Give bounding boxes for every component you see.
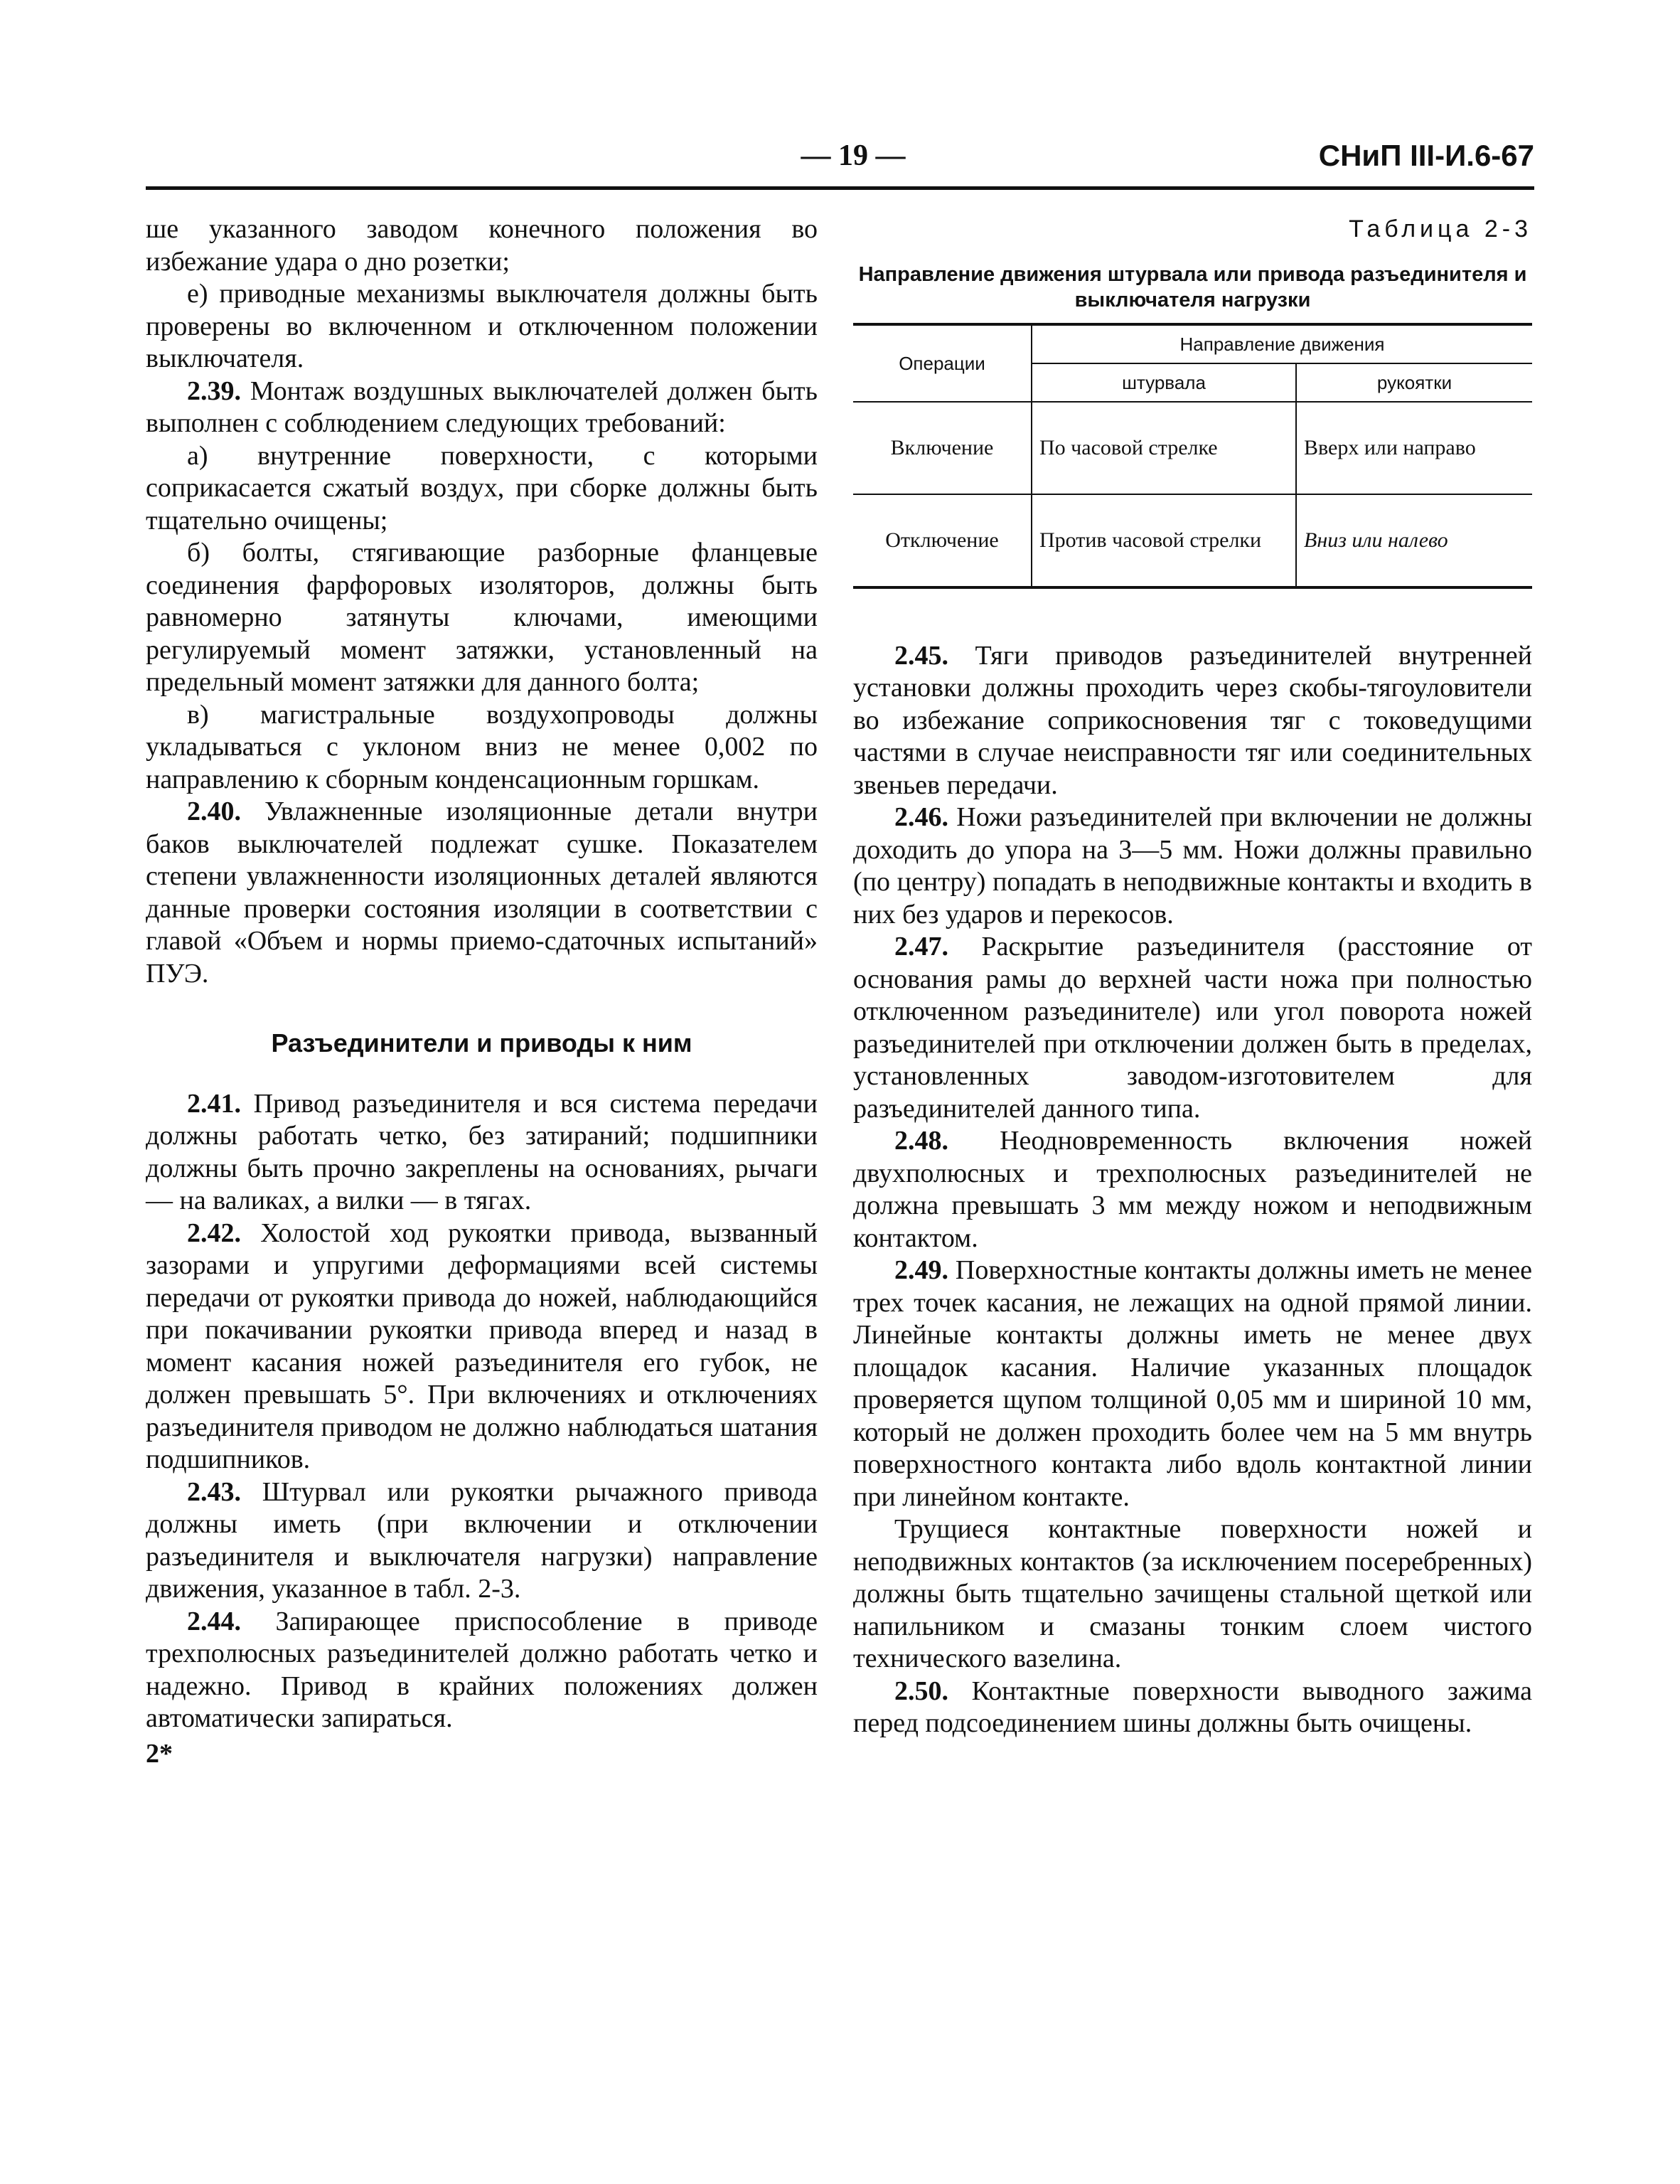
paragraph xyxy=(146,796,818,990)
paragraph: ше указанного заводом конечного положения во избежание удара о дно розетки; xyxy=(146,214,818,277)
paragraph: е) приводные механизмы выключателя должны быть проверены во включенном и отключенном положении выключателя. xyxy=(146,279,818,373)
table-caption: Направление движения штурвала или привода разъединителя и выключателя нагрузки xyxy=(858,262,1527,311)
table-cell-wheel: По часовой стрелке xyxy=(1032,402,1296,494)
column-header-direction: Направление движения xyxy=(1032,324,1532,363)
clause-text: Ножи разъединителей при включении не должны доходить до упора на 3—5 мм. Ножи должны правильно (по центру) попадать в неподвижные контакты и входить в них без ударов и перекосов. xyxy=(853,802,1532,929)
clause-number: 2.46. xyxy=(894,802,948,832)
clause-text: Неодновременность включения ножей двухполюсных и трехполюсных разъединителей не должна превышать 3 мм между ножом и неподвижным контактом. xyxy=(853,1126,1532,1253)
clause-number: 2.41. xyxy=(187,1088,241,1119)
signature-mark: 2* xyxy=(146,1738,173,1769)
paragraph xyxy=(146,1476,818,1606)
clause-text: Увлажненные изоляционные детали внутри баков выключателей подлежат сушке. Показателем степени увлажненности изоляционных деталей являются данные проверки состояния изоляции в соответствии с главой «Объем и нормы приемо-сдаточных испытаний» ПУЭ. xyxy=(146,797,818,989)
paragraph xyxy=(853,1676,1532,1740)
paragraph xyxy=(853,1255,1532,1513)
column-header-operations: Операции xyxy=(853,324,1032,402)
paragraph xyxy=(853,801,1532,931)
clause-number: 2.50. xyxy=(894,1676,948,1706)
clause-text: Запирающее приспособление в приводе трехполюсных разъединителей должно работать четко и надежно. Привод в крайних положениях должен автоматически запираться. xyxy=(146,1606,818,1733)
paragraph xyxy=(853,931,1532,1125)
header-rule xyxy=(146,186,1534,190)
table-cell-wheel: Против часовой стрелки xyxy=(1032,494,1296,587)
clause-number: 2.40. xyxy=(187,797,241,826)
clause-number: 2.48. xyxy=(894,1126,948,1156)
clause-number: 2.44. xyxy=(187,1606,241,1636)
clause-number: 2.43. xyxy=(187,1476,241,1507)
table-cell-operation: Включение xyxy=(853,402,1032,494)
page-number: — 19 — xyxy=(801,139,906,172)
clause-text: Холостой ход рукоятки привода, вызванный зазорами и упругими деформациями всей системы передачи от рукоятки привода до ножей, наблюдающийся при покачивании рукоятки привода вперед и назад в момент касания ножей разъединителя его губок, не должен превышать 5°. При включениях и отключениях разъединителя приводом не должно наблюдаться шатания подшипников. xyxy=(146,1218,818,1474)
paragraph xyxy=(146,1218,818,1476)
clause-text: Штурвал или рукоятки рычажного привода должны иметь (при включении и отключении разъединителя и выключателя нагрузки) направление движения, указанное в табл. 2-3. xyxy=(146,1476,818,1604)
table-label: Таблица 2-3 xyxy=(1349,215,1532,243)
clause-text: Контактные поверхности выводного зажима перед подсоединением шины должны быть очищены. xyxy=(853,1676,1532,1738)
table-cell-handle: Вниз или налево xyxy=(1296,494,1532,587)
section-heading: Разъединители и приводы к ним xyxy=(271,1028,692,1058)
left-column xyxy=(146,213,818,1770)
paragraph xyxy=(853,640,1532,802)
clause-text: Поверхностные контакты должны иметь не менее трех точек касания, не лежащих на одной прямой линии. Линейные контакты должны иметь не менее двух площадок касания. Наличие указанных площадок проверяется щупом толщиной 0,05 мм и шириной 10 мм, который не должен проходить более чем на 5 мм внутрь поверхностного контакта либо вдоль контактной линии при линейном контакте. xyxy=(853,1255,1532,1512)
table-cell-operation: Отключение xyxy=(853,494,1032,587)
table-cell-handle: Вверх или направо xyxy=(1296,402,1532,494)
clause-number: 2.39. xyxy=(187,375,241,406)
clause-number: 2.49. xyxy=(894,1255,948,1285)
clause-text: Монтаж воздушных выключателей должен быть выполнен с соблюдением следующих требований: xyxy=(146,375,818,438)
document-code: СНиП III-И.6-67 xyxy=(1318,139,1534,172)
paragraph xyxy=(146,1088,818,1218)
column-header-wheel: штурвала xyxy=(1032,363,1296,402)
clause-number: 2.45. xyxy=(894,640,948,671)
direction-table xyxy=(853,323,1532,589)
paragraph xyxy=(146,375,818,440)
clause-number: 2.47. xyxy=(894,932,948,962)
paragraph: б) болты, стягивающие разборные фланцевые соединения фарфоровых изоляторов, должны быть равномерно затянуты ключами, имеющими регулируемый момент затяжки, установленный на предельный момент затяжки для данного болта; xyxy=(146,538,818,697)
paragraph: в) магистральные воздухопроводы должны укладываться с уклоном вниз не менее 0,002 по направлению к сборным конденсационным горшкам. xyxy=(146,699,818,794)
clause-text: Привод разъединителя и вся система передачи должны работать четко, без затираний; подшипники должны быть прочно закреплены на основаниях, рычаги — на валиках, а вилки — в тягах. xyxy=(146,1088,818,1215)
table-row xyxy=(853,494,1532,587)
paragraph: а) внутренние поверхности, с которыми соприкасается сжатый воздух, при сборке должны быть тщательно очищены; xyxy=(146,440,818,536)
clause-text: Раскрытие разъединителя (расстояние от основания рамы до верхней части ножа при полностью отключенном разъединителе) или угол поворота ножей разъединителей при отключении должен быть в пределах, установленных заводом-изготовителем для разъединителей данного типа. xyxy=(853,932,1532,1124)
paragraph: Трущиеся контактные поверхности ножей и неподвижных контактов (за исключением посеребренных) должны быть тщательно зачищены стальной щеткой или напильником и смазаны тонким слоем чистого технического вазелина. xyxy=(853,1514,1532,1673)
paragraph xyxy=(146,1606,818,1735)
column-header-handle: рукоятки xyxy=(1296,363,1532,402)
right-column xyxy=(853,213,1532,1740)
table-row xyxy=(853,402,1532,494)
clause-number: 2.42. xyxy=(187,1218,241,1248)
paragraph xyxy=(853,1125,1532,1255)
clause-text: Тяги приводов разъединителей внутренней установки должны проходить через скобы-тягоуловители во избежание соприкосновения тяг с токоведущими частями в случае неисправности тяг или соединительных звеньев передачи. xyxy=(853,640,1532,800)
